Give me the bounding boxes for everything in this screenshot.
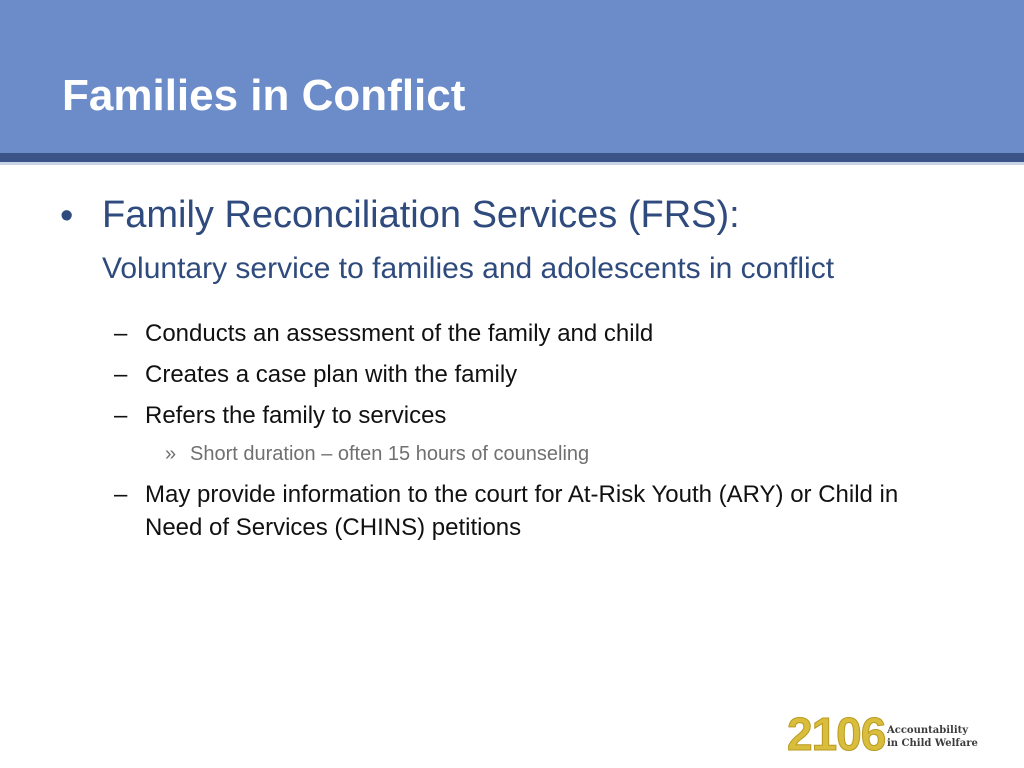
bullet-heading: Family Reconciliation Services (FRS): [102, 194, 740, 236]
sub-list-item [165, 441, 865, 467]
list-item-text: Creates a case plan with the family [145, 361, 518, 388]
logo-text-line2: in Child Welfare [887, 738, 978, 749]
dash-marker: – [114, 320, 128, 347]
bullet-subheading: Voluntary service to families and adolescents in conflict [102, 252, 835, 285]
list-item-text: May provide information to the court for At-Risk Youth (ARY) or Child in Need of Services (CHINS) petitions [145, 481, 899, 541]
slide-title: Families in Conflict [62, 71, 466, 120]
sub-bullet-marker: » [165, 443, 177, 465]
sub-list-item-text: Short duration – often 15 hours of counseling [190, 443, 590, 465]
dash-marker: – [114, 481, 128, 508]
logo-number: 2106 [787, 708, 886, 760]
list-item [114, 317, 974, 350]
logo-text-line1: Accountability [887, 725, 969, 736]
logo-2106 [787, 708, 987, 760]
list-item [114, 358, 974, 391]
dash-marker: – [114, 402, 128, 429]
list-item [114, 478, 914, 544]
bullet-marker: • [60, 195, 74, 237]
dash-marker: – [114, 361, 128, 388]
list-item-text: Conducts an assessment of the family and child [145, 320, 654, 347]
list-item-text: Refers the family to services [145, 402, 447, 429]
list-item [114, 399, 974, 432]
